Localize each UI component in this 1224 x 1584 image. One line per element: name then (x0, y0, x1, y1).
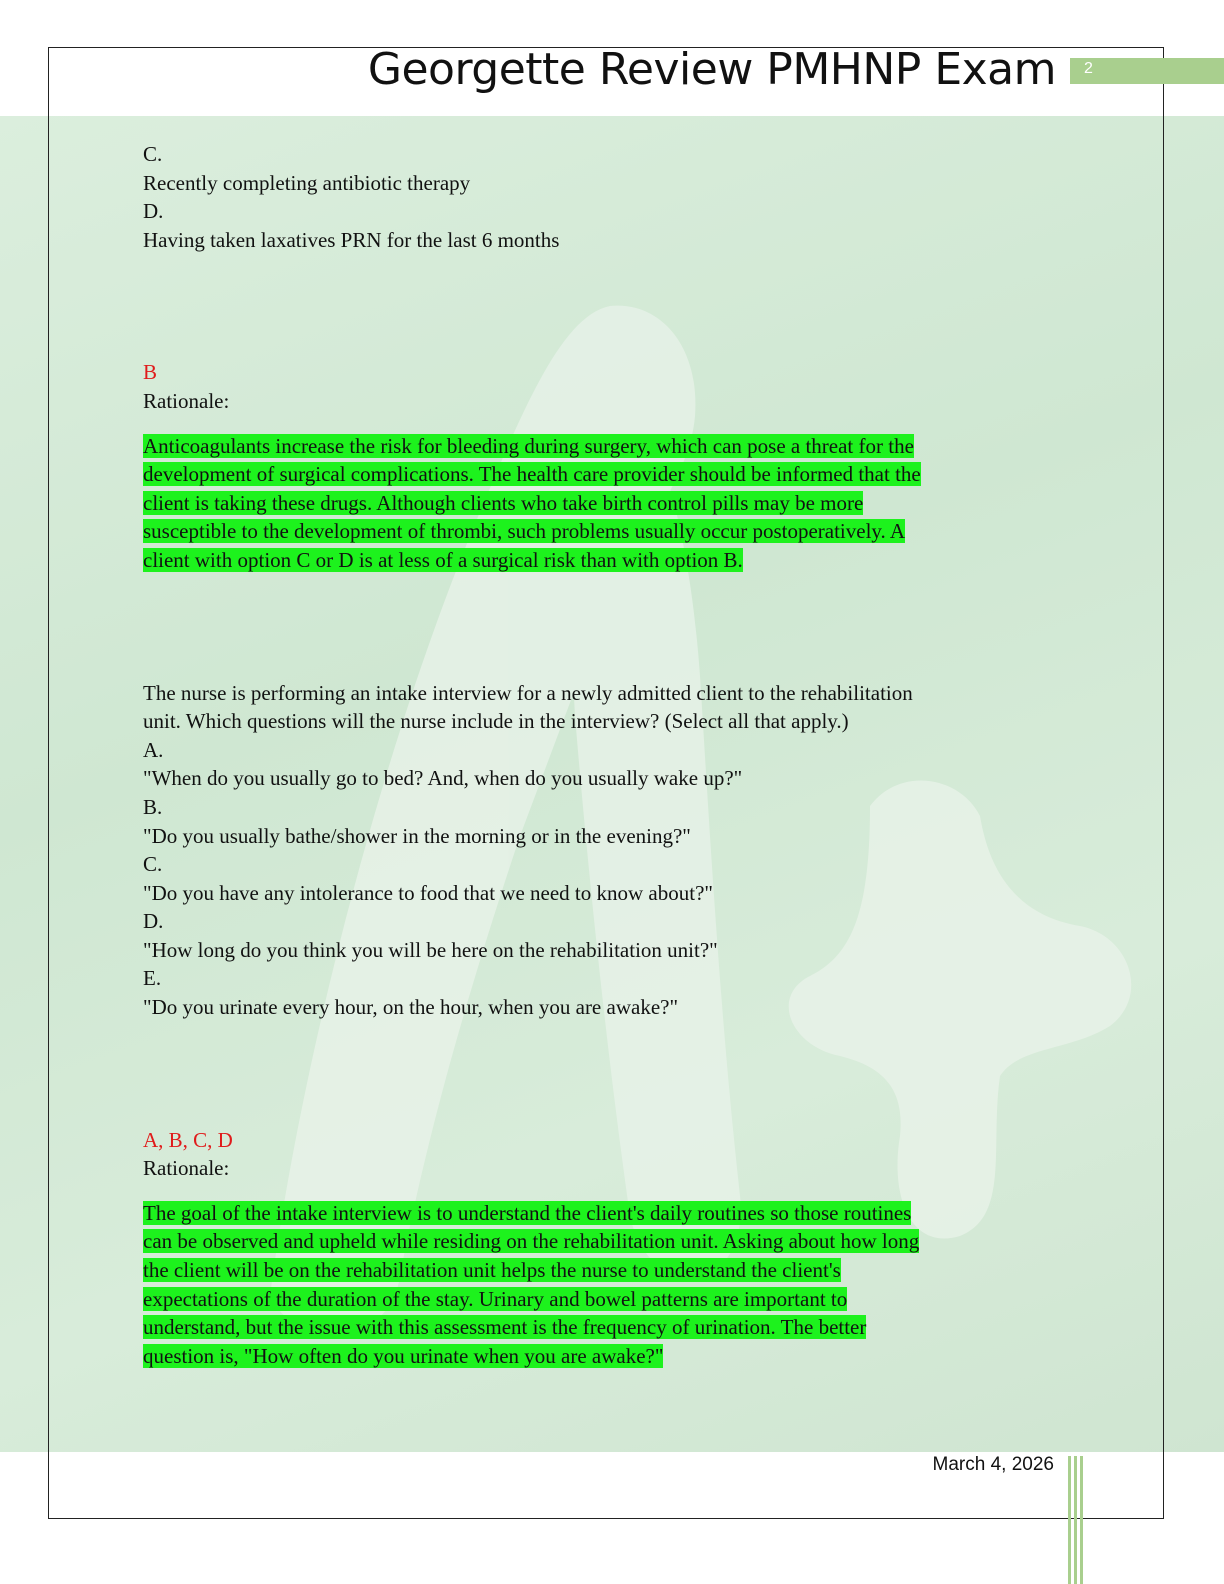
option-letter: D. (143, 199, 164, 224)
rationale-line: development of surgical complications. The health care provider should be informed that the (143, 462, 921, 487)
option-letter: D. (143, 909, 164, 934)
rationale-line: susceptible to the development of thrombi, such problems usually occur postoperatively. A (143, 519, 906, 544)
option-text: "When do you usually go to bed? And, when do you usually wake up?" (143, 766, 743, 791)
document-body (143, 140, 1053, 1370)
option-text: "How long do you think you will be here on the rehabilitation unit?" (143, 937, 718, 962)
question-2-options (143, 736, 1053, 1022)
option-letter: B. (143, 794, 163, 819)
page-number: 2 (1084, 60, 1093, 77)
footer-accent-bars (1068, 1456, 1084, 1584)
rationale-line: expectations of the duration of the stay. Urinary and bowel patterns are important to (143, 1286, 848, 1311)
rationale-label: Rationale: (143, 1156, 230, 1181)
question-1-options (143, 140, 1053, 254)
question-stem-line: unit. Which questions will the nurse include in the interview? (Select all that apply.) (143, 709, 849, 734)
footer-date: March 4, 2026 (932, 1454, 1054, 1475)
rationale-label: Rationale: (143, 388, 230, 413)
option-text: "Do you usually bathe/shower in the morning or in the evening?" (143, 823, 691, 848)
option-text: Having taken laxatives PRN for the last 6 months (143, 227, 560, 252)
option-text: "Do you urinate every hour, on the hour, when you are awake?" (143, 995, 679, 1020)
rationale-line: The goal of the intake interview is to understand the client's daily routines so those routines (143, 1200, 912, 1225)
rationale-line: understand, but the issue with this assessment is the frequency of urination. The better (143, 1315, 867, 1340)
question-2-rationale (143, 1199, 1053, 1371)
option-text: "Do you have any intolerance to food that we need to know about?" (143, 880, 713, 905)
rationale-line: client with option C or D is at less of a surgical risk than with option B. (143, 547, 743, 572)
rationale-line: Anticoagulants increase the risk for bleeding during surgery, which can pose a threat for the (143, 433, 914, 458)
question-2-answer: A, B, C, D (143, 1127, 233, 1152)
option-letter: C. (143, 852, 163, 877)
rationale-line: the client will be on the rehabilitation unit helps the nurse to understand the client's (143, 1258, 841, 1283)
page-number-bar (1070, 58, 1224, 84)
option-letter: A. (143, 737, 164, 762)
question-stem-line: The nurse is performing an intake interview for a newly admitted client to the rehabilitation (143, 680, 913, 705)
question-1-answer: B (143, 360, 158, 385)
rationale-line: question is, "How often do you urinate when you are awake?" (143, 1343, 664, 1368)
rationale-line: client is taking these drugs. Although clients who take birth control pills may be more (143, 490, 864, 515)
question-1-rationale (143, 432, 1053, 575)
rationale-line: can be observed and upheld while residing on the rehabilitation unit. Asking about how long (143, 1229, 920, 1254)
option-letter: E. (143, 966, 162, 991)
option-letter: C. (143, 142, 163, 166)
document-title: Georgette Review PMHNP Exam (367, 44, 1056, 95)
option-text: Recently completing antibiotic therapy (143, 170, 471, 195)
question-2-stem (143, 679, 1053, 736)
